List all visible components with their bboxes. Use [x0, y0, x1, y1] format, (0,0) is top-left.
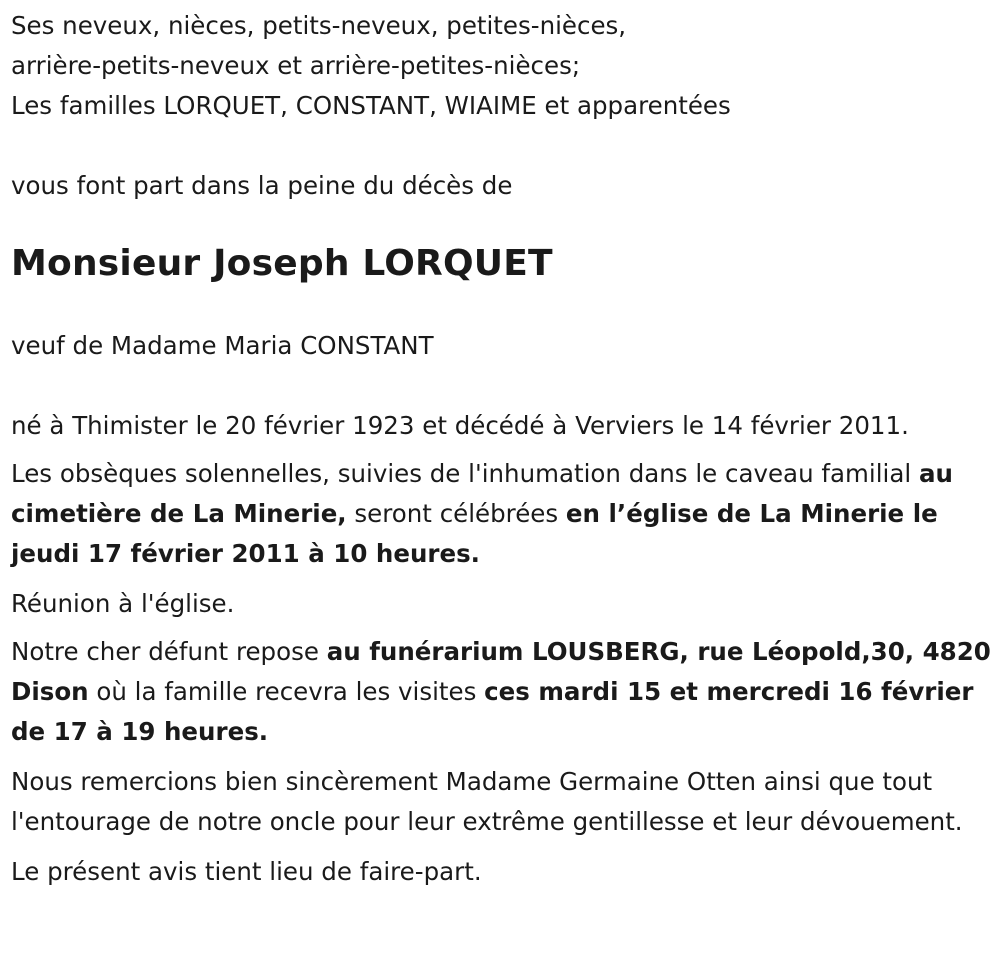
- family-line-3: Les familles LORQUET, CONSTANT, WIAIME et apparentées: [11, 91, 731, 120]
- rest-paragraph: [11, 632, 991, 752]
- thanks-paragraph: Nous remercions bien sincèrement Madame Germaine Otten ainsi que tout l'entourage de notre oncle pour leur extrême gentillesse et leur dévouement.: [11, 767, 963, 836]
- family-line-2: arrière-petits-neveux et arrière-petites-nièces;: [11, 51, 581, 80]
- family-line-1: Ses neveux, nièces, petits-neveux, petites-nièces,: [11, 11, 627, 40]
- funeral-paragraph: [11, 454, 991, 574]
- funeral-church-and-date: en l’église de La Minerie le jeudi 17 février 2011 à 10 heures.: [11, 499, 938, 568]
- rest-intro: Notre cher défunt repose: [11, 637, 327, 666]
- funeral-intro: Les obsèques solennelles, suivies de l'inhumation dans le caveau familial: [11, 459, 919, 488]
- funeral-cemetery: au cimetière de La Minerie,: [11, 459, 953, 528]
- announcement-text: vous font part dans la peine du décès de: [11, 171, 513, 200]
- widower-of-text: veuf de Madame Maria CONSTANT: [11, 331, 434, 360]
- closing-text: Le présent avis tient lieu de faire-part.: [11, 857, 482, 886]
- death-notice: [11, 6, 991, 892]
- rest-visit-times: ces mardi 15 et mercredi 16 février de 17 à 19 heures.: [11, 677, 974, 746]
- reunion-text: Réunion à l'église.: [11, 589, 235, 618]
- rest-middle: où la famille recevra les visites: [88, 677, 485, 706]
- birth-death-text: né à Thimister le 20 février 1923 et décédé à Verviers le 14 février 2011.: [11, 411, 909, 440]
- funeral-middle: seront célébrées: [346, 499, 566, 528]
- deceased-name: Monsieur Joseph LORQUET: [11, 243, 553, 284]
- rest-place: au funérarium LOUSBERG, rue Léopold,30, 4820 Dison: [11, 637, 991, 706]
